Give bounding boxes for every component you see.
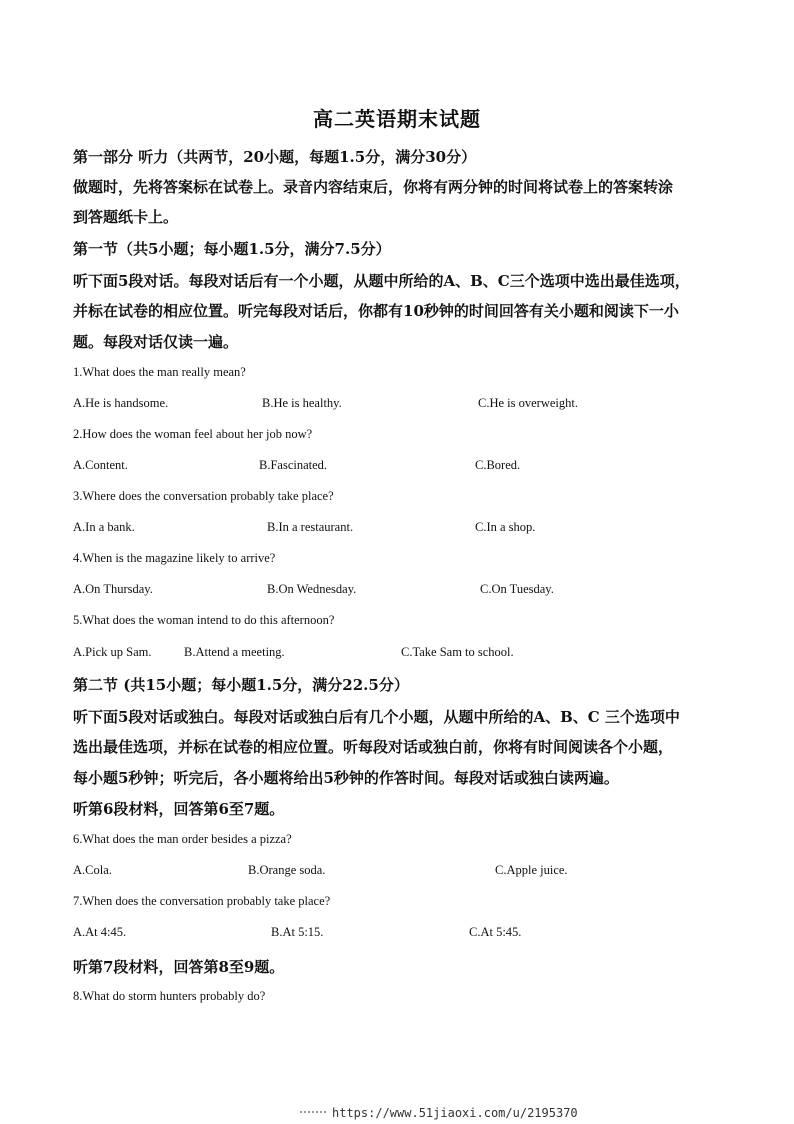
q4-option-c: C.On Tuesday.	[480, 582, 554, 596]
q1-option-a: A.He is handsome.	[73, 396, 169, 410]
q4-option-b: B.On Wednesday.	[267, 582, 357, 596]
q2-option-a: A.Content.	[73, 458, 128, 472]
question-8: 8.What do storm hunters probably do?	[73, 989, 266, 1003]
section1-instruction-line3: 题。每段对话仅读一遍。	[73, 333, 239, 351]
q7-option-b: B.At 5:15.	[271, 925, 324, 939]
q5-option-a: A.Pick up Sam.	[73, 645, 152, 659]
section2-instruction-line3: 每小题5秒钟；听完后，各小题将给出5秒钟的作答时间。每段对话或独白读两遍。	[73, 769, 619, 787]
part1-instruction-line1: 做题时，先将答案标在试卷上。录音内容结束后，你将有两分钟的时间将试卷上的答案转涂	[73, 178, 674, 196]
q3-option-b: B.In a restaurant.	[267, 520, 354, 534]
material-6-heading: 听第6段材料，回答第6至7题。	[73, 800, 285, 818]
material-7-heading: 听第7段材料，回答第8至9题。	[73, 958, 285, 976]
footer	[300, 1106, 578, 1120]
watermark-mark	[300, 1111, 326, 1117]
q1-option-c: C.He is overweight.	[478, 396, 578, 410]
section2-heading: 第二节 (共15小题；每小题1.5分，满分22.5分）	[73, 676, 409, 694]
q7-option-a: A.At 4:45.	[73, 925, 127, 939]
section2-instruction-line1: 听下面5段对话或独白。每段对话或独白后有几个小题，从题中所给的A、B、C 三个选项中	[73, 708, 680, 726]
question-6: 6.What does the man order besides a pizza?	[73, 832, 292, 846]
section1-instruction-line2: 并标在试卷的相应位置。听完每段对话后，你都有10秒钟的时间回答有关小题和阅读下一小	[73, 302, 679, 320]
question-1: 1.What does the man really mean?	[73, 365, 246, 379]
q6-option-b: B.Orange soda.	[248, 863, 326, 877]
q5-option-b: B.Attend a meeting.	[184, 645, 285, 659]
question-2: 2.How does the woman feel about her job now?	[73, 427, 313, 441]
question-3: 3.Where does the conversation probably take place?	[73, 489, 334, 503]
q3-option-a: A.In a bank.	[73, 520, 135, 534]
page-title: 高二英语期末试题	[313, 107, 481, 131]
q1-option-b: B.He is healthy.	[262, 396, 342, 410]
q6-option-c: C.Apple juice.	[495, 863, 568, 877]
section2-instruction-line2: 选出最佳选项，并标在试卷的相应位置。听每段对话或独白前，你将有时间阅读各个小题，	[73, 738, 674, 756]
question-7: 7.When does the conversation probably take place?	[73, 894, 331, 908]
q6-option-a: A.Cola.	[73, 863, 112, 877]
part1-heading: 第一部分 听力（共两节，20小题，每题1.5分，满分30分）	[73, 148, 477, 166]
q2-option-b: B.Fascinated.	[259, 458, 328, 472]
part1-instruction-line2: 到答题纸卡上。	[73, 208, 179, 226]
footer-url[interactable]: https://www.51jiaoxi.com/u/2195370	[332, 1106, 578, 1120]
q2-option-c: C.Bored.	[475, 458, 521, 472]
q5-option-c: C.Take Sam to school.	[401, 645, 514, 659]
section1-heading: 第一节（共5小题；每小题1.5分，满分7.5分）	[73, 240, 391, 258]
q7-option-c: C.At 5:45.	[469, 925, 522, 939]
q4-option-a: A.On Thursday.	[73, 582, 153, 596]
q3-option-c: C.In a shop.	[475, 520, 536, 534]
question-4: 4.When is the magazine likely to arrive?	[73, 551, 276, 565]
section1-instruction-line1: 听下面5段对话。每段对话后有一个小题，从题中所给的A、B、C三个选项中选出最佳选项，	[73, 272, 690, 290]
question-5: 5.What does the woman intend to do this afternoon?	[73, 613, 335, 627]
